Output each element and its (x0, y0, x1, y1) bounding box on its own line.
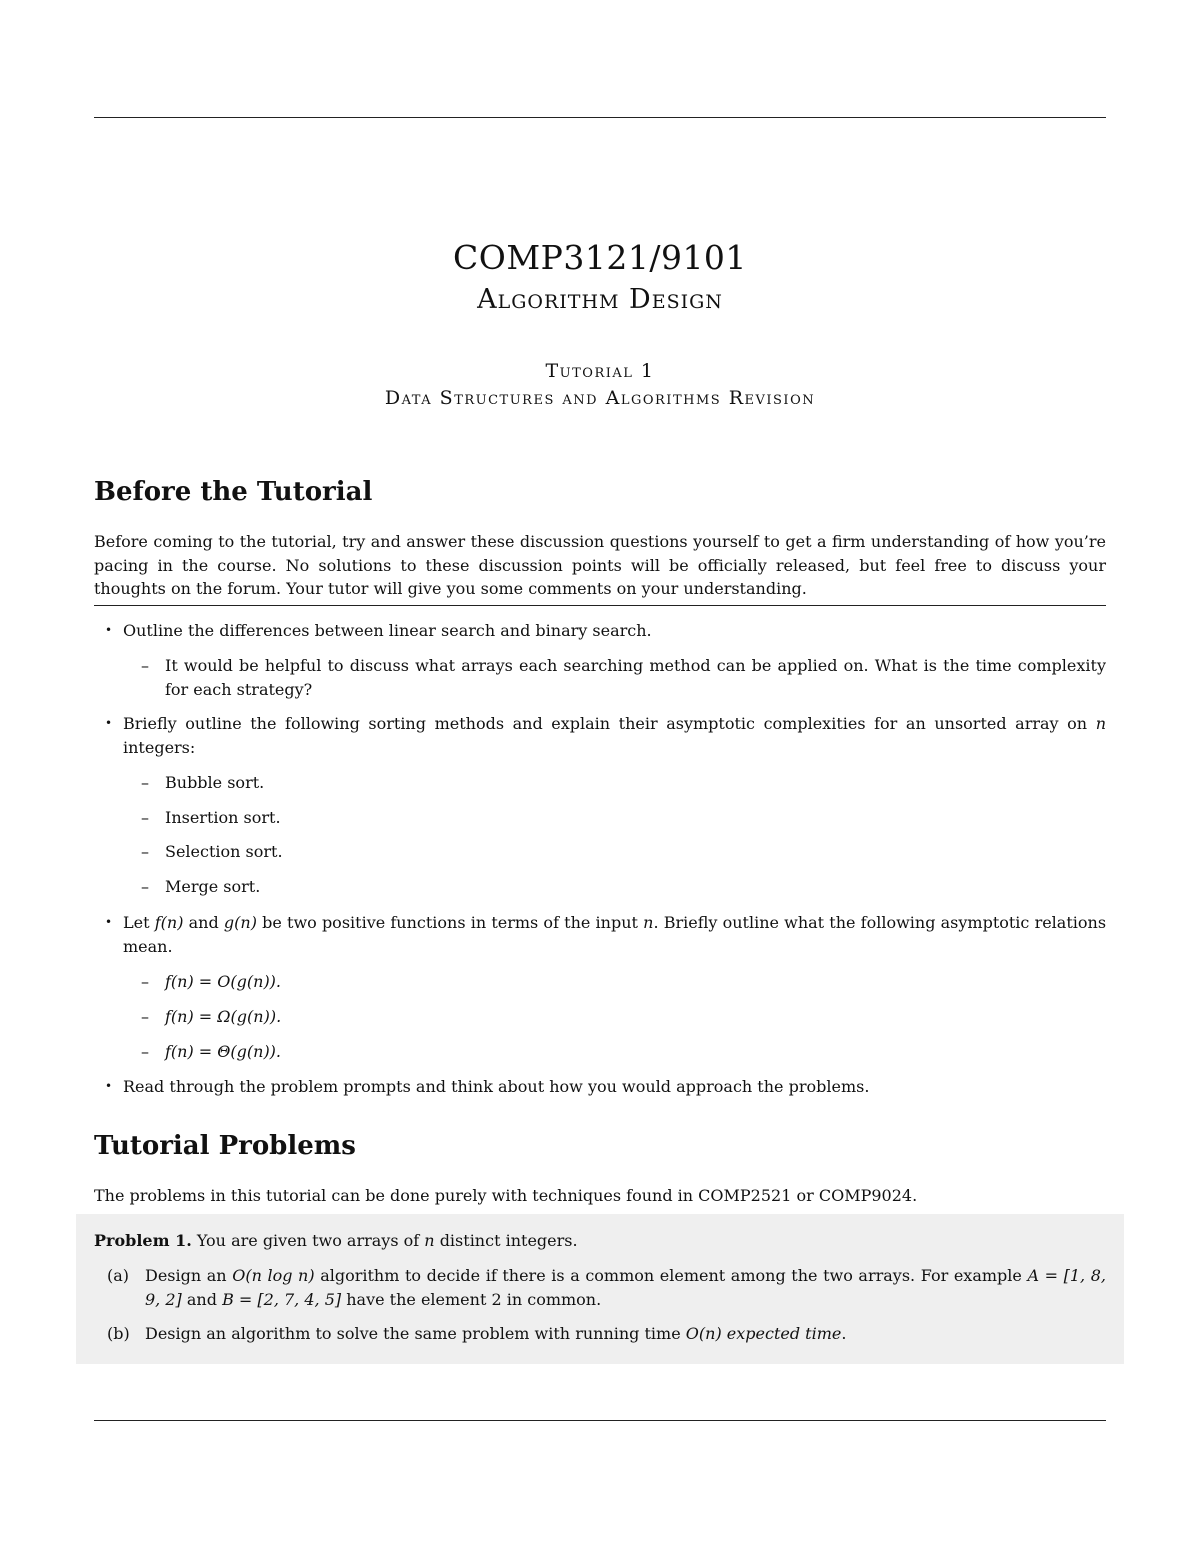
math-var: n (1095, 714, 1107, 733)
bullet-marker: • (105, 623, 113, 637)
problem-1-part-b: (b) Design an algorithm to solve the same problem with running time O(n) expected time. (145, 1322, 1106, 1346)
sub-list-item (141, 654, 1106, 701)
bullet-marker: • (105, 716, 113, 730)
sub-list-item (141, 771, 1106, 795)
expected-time: expected time (726, 1324, 842, 1343)
list-item-text: Let f(n) and g(n) be two positive functions in terms of the input n. Briefly outline what the following asymptotic relations mean. (123, 913, 1107, 956)
dash-marker: – (141, 972, 149, 991)
sub-list-item-text: Insertion sort. (165, 808, 281, 827)
tutorial-problems-intro: The problems in this tutorial can be done purely with techniques found in COMP2521 or COMP9024. (94, 1186, 918, 1205)
dash-marker: – (141, 877, 149, 896)
problem-1-part-a: (a) Design an O(n log n) algorithm to decide if there is a common element among the two arrays. For example A = [1, 8, 9, 2] and B = [2, 7, 4, 5] have the element 2 in common. (107, 1266, 1106, 1309)
sub-list-item-text: Selection sort. (165, 842, 283, 861)
array-b: B = [2, 7, 4, 5] (222, 1289, 342, 1309)
math-gn: g(n) (223, 913, 257, 932)
big-o-relation: f(n) = O(g(n)). (165, 972, 282, 991)
dash-marker: – (141, 842, 149, 861)
dash-marker: – (141, 1007, 149, 1026)
big-omega-relation: f(n) = Ω(g(n)). (165, 1007, 282, 1026)
list-item-text: Outline the differences between linear search and binary search. (123, 621, 652, 640)
sub-list-item (141, 1005, 1106, 1029)
before-tutorial-heading: Before the Tutorial (94, 477, 373, 507)
list-item-text: Briefly outline the following sorting methods and explain their asymptotic complexities for an unsorted array on n integers: (123, 714, 1107, 757)
problem-1-statement: Problem 1. You are given two arrays of n distinct integers. (94, 1231, 578, 1250)
array-a: A = [1, 8, 9, 2] (145, 1266, 1106, 1309)
sub-list-item-text: Merge sort. (165, 877, 261, 896)
math-var: n (424, 1231, 435, 1250)
list-item (105, 911, 1107, 958)
big-theta-relation: f(n) = Θ(g(n)). (165, 1042, 282, 1061)
bottom-rule (94, 1420, 1106, 1421)
math-var: n (643, 913, 654, 932)
sub-list-item-text: It would be helpful to discuss what arrays each searching method can be applied on. What is the time complexity for each strategy? (165, 656, 1106, 699)
dash-marker: – (141, 656, 149, 675)
sub-list-item (141, 970, 1106, 994)
part-label: (a) (107, 1266, 130, 1285)
part-label: (b) (107, 1324, 130, 1343)
math-fn: f(n) (154, 913, 184, 932)
bullet-marker: • (105, 915, 113, 929)
top-rule (94, 117, 1106, 118)
course-code: COMP3121/9101 (453, 238, 747, 277)
course-name: Algorithm Design (477, 284, 723, 315)
complexity: O(n) (685, 1324, 722, 1343)
bullet-marker: • (105, 1079, 113, 1093)
list-item-text: Read through the problem prompts and think about how you would approach the problems. (123, 1077, 870, 1096)
sub-list-item (141, 840, 1106, 864)
tutorial-number: Tutorial 1 (545, 360, 655, 382)
complexity: O(n log n) (232, 1266, 315, 1285)
tutorial-topic: Data Structures and Algorithms Revision (384, 387, 816, 409)
list-item (105, 712, 1107, 759)
section-rule (94, 605, 1106, 606)
list-item (105, 619, 1106, 643)
before-tutorial-intro: Before coming to the tutorial, try and answer these discussion questions yourself to get a firm understanding of how you’re pacing in the course. No solutions to these discussion points will be officially released, but feel free to discuss your thoughts on the forum. Your tutor will give you some comments on your understanding. (94, 532, 1106, 598)
tutorial-problems-heading: Tutorial Problems (94, 1131, 356, 1161)
dash-marker: – (141, 1042, 149, 1061)
sub-list-item (141, 806, 1106, 830)
problem-1-title: Problem 1. (94, 1231, 192, 1250)
sub-list-item (141, 875, 1106, 899)
dash-marker: – (141, 773, 149, 792)
sub-list-item-text: Bubble sort. (165, 773, 265, 792)
sub-list-item (141, 1040, 1106, 1064)
dash-marker: – (141, 808, 149, 827)
list-item (105, 1075, 1106, 1099)
